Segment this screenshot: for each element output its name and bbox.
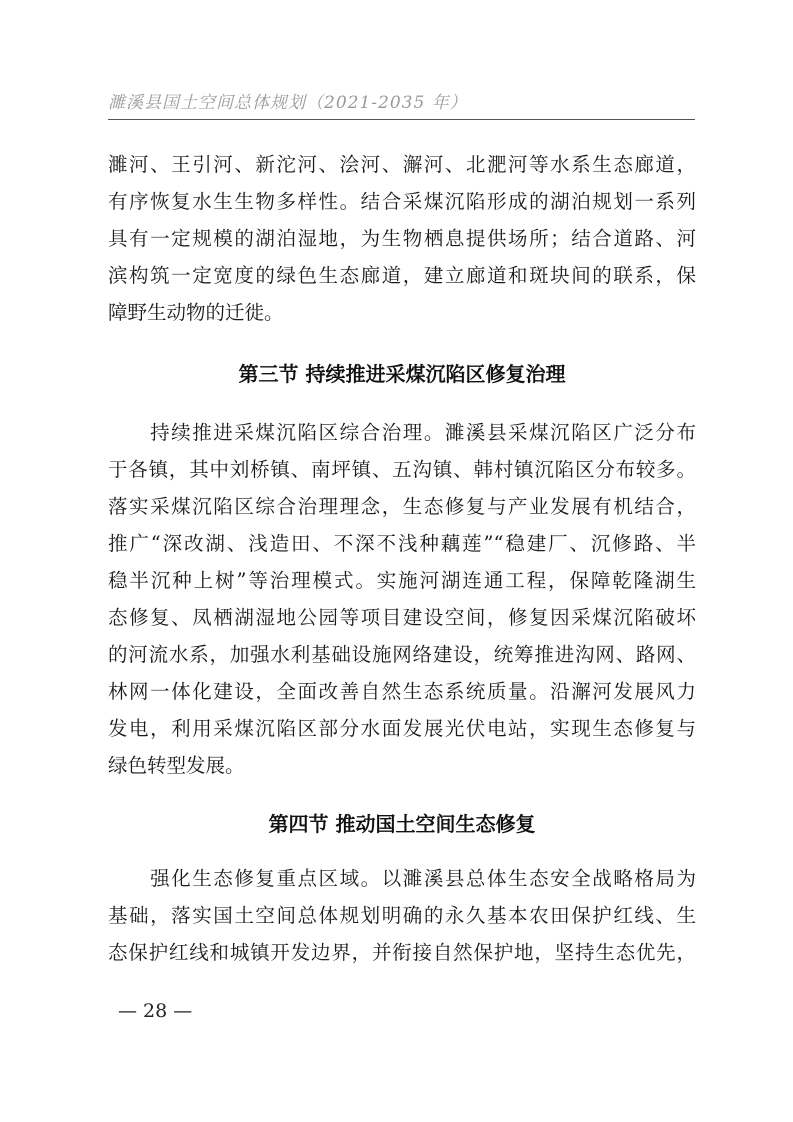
text-line: 绿色转型发展。 bbox=[108, 754, 245, 777]
text-line: 态保护红线和城镇开发边界，并衔接自然保护地，坚持生态优先， bbox=[108, 941, 696, 964]
text-line: 稳半沉种上树”等治理模式。实施河湖连通工程，保障乾隆湖生 bbox=[108, 569, 696, 592]
section-title-3: 第三节 持续推进采煤沉陷区修复治理 bbox=[238, 362, 566, 386]
text-line: 于各镇，其中刘桥镇、南坪镇、五沟镇、韩村镇沉陷区分布较多。 bbox=[108, 458, 696, 481]
text-line: 障野生动物的迁徙。 bbox=[108, 301, 284, 324]
text-line: 强化生态修复重点区域。以濉溪县总体生态安全战略格局为 bbox=[108, 867, 696, 890]
paragraph-1 bbox=[108, 146, 696, 331]
text-line: 的河流水系，加强水利基础设施网络建设，统筹推进沟网、路网、 bbox=[108, 643, 696, 666]
text-line: 濉河、王引河、新沱河、浍河、澥河、北淝河等水系生态廊道， bbox=[108, 153, 696, 176]
text-line: 滨构筑一定宽度的绿色生态廊道，建立廊道和斑块间的联系，保 bbox=[108, 264, 696, 287]
header-rule bbox=[108, 119, 695, 120]
running-header: 濉溪县国土空间总体规划（2021-2035 年） bbox=[108, 93, 468, 113]
text-line: 态修复、凤栖湖湿地公园等项目建设空间，修复因采煤沉陷破坏 bbox=[108, 606, 696, 629]
paragraph-3 bbox=[108, 860, 696, 971]
text-line: 具有一定规模的湖泊湿地，为生物栖息提供场所；结合道路、河 bbox=[108, 227, 696, 250]
page-number: — 28 — bbox=[118, 1000, 193, 1022]
text-line: 林网一体化建设，全面改善自然生态系统质量。沿澥河发展风力 bbox=[108, 680, 696, 703]
text-line: 基础，落实国土空间总体规划明确的永久基本农田保护红线、生 bbox=[108, 904, 696, 927]
section-title-4: 第四节 推动国土空间生态修复 bbox=[268, 812, 536, 836]
text-line: 有序恢复水生生物多样性。结合采煤沉陷形成的湖泊规划一系列 bbox=[108, 190, 696, 213]
paragraph-2 bbox=[108, 414, 696, 784]
text-line: 持续推进采煤沉陷区综合治理。濉溪县采煤沉陷区广泛分布 bbox=[108, 421, 696, 444]
text-line: 发电，利用采煤沉陷区部分水面发展光伏电站，实现生态修复与 bbox=[108, 717, 696, 740]
text-line: 推广“深改湖、浅造田、不深不浅种藕莲”“稳建厂、沉修路、半 bbox=[108, 532, 696, 555]
text-line: 落实采煤沉陷区综合治理理念，生态修复与产业发展有机结合， bbox=[108, 495, 696, 518]
